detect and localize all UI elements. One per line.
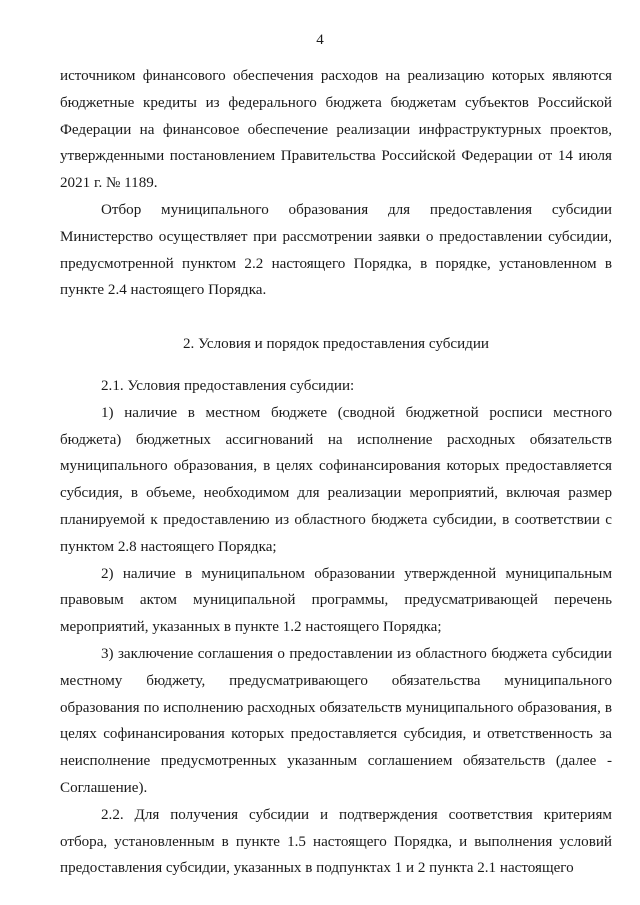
paragraph-2-2: 2.2. Для получения субсидии и подтверждения соответствия критериям отбора, установленным в пункте 1.5 настоящего Порядка, и выполнения условий предоставления субсидии, указанных в подпунктах 1 и 2 пункта 2.1 настоящего bbox=[60, 806, 612, 877]
paragraph-selection: Отбор муниципального образования для предоставления субсидии Министерство осуществляет при рассмотрении заявки о предоставлении субсидии, предусмотренной пунктом 2.2 настоящего Порядка, в порядке, установленном в пункте 2.4 настоящего Порядка. bbox=[60, 201, 612, 299]
section-heading: 2. Условия и порядок предоставления субсидии bbox=[182, 336, 490, 353]
paragraph-condition-3: 3) заключение соглашения о предоставлении из областного бюджета субсидии местному бюджету, предусматривающего обязательства муниципального образования по исполнению расходных обязательств муниципального образования, в целях софинансирования которых предоставляется субсидия, и ответственность за неисполнение предусмотренных указанным соглашением обязательств (далее - Соглашение). bbox=[60, 645, 612, 796]
paragraph-condition-1: 1) наличие в местном бюджете (сводной бюджетной росписи местного бюджета) бюджетных ассигнований на исполнение расходных обязательств муниципального образования, в целях софинансирования которых предоставляется субсидия, в объеме, необходимом для реализации мероприятий, включая размер планируемой к предоставлению из областного бюджета субсидии, в соответствии с пунктом 2.8 настоящего Порядка; bbox=[60, 404, 612, 555]
document-body bbox=[60, 63, 612, 882]
page-number: 4 bbox=[316, 32, 324, 48]
paragraph-2-1: 2.1. Условия предоставления субсидии: bbox=[101, 377, 355, 394]
paragraph-condition-2: 2) наличие в муниципальном образовании утвержденной муниципальным правовым актом муниципальной программы, предусматривающей перечень мероприятий, указанных в пункте 1.2 настоящего Порядка; bbox=[60, 565, 612, 636]
paragraph-continuation: источником финансового обеспечения расходов на реализацию которых являются бюджетные кредиты из федерального бюджета бюджетам субъектов Российской Федерации на финансовое обеспечение реализации инфраструктурных проектов, утвержденными постановлением Правительства Российской Федерации от 14 июля 2021 г. № 1189. bbox=[60, 68, 612, 192]
